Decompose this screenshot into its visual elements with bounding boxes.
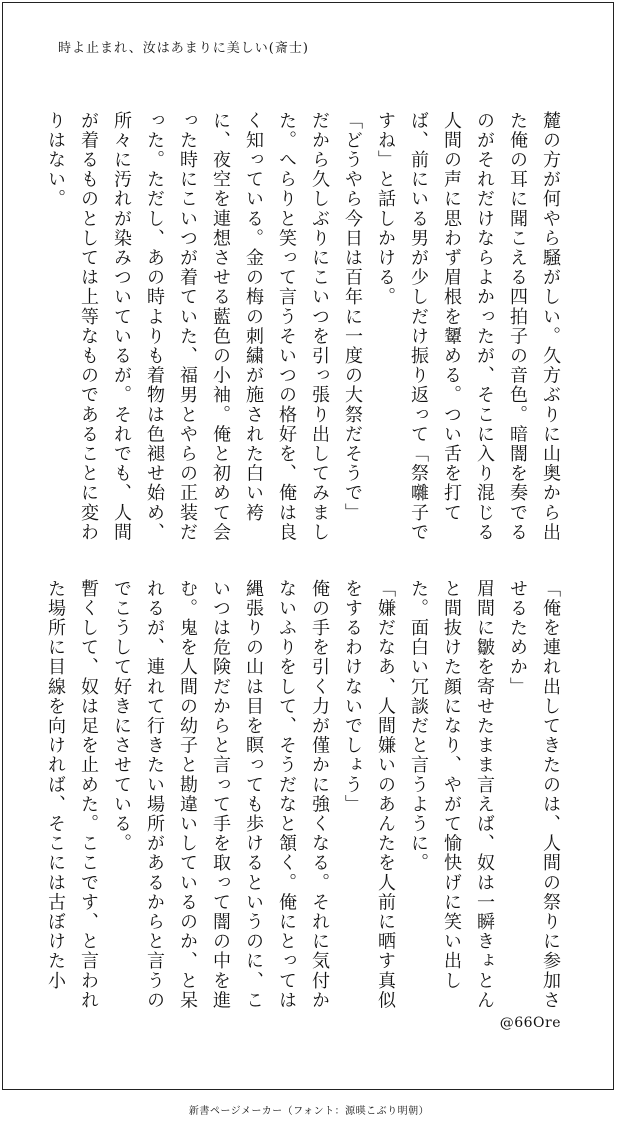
paragraph: だから久しぶりにこいつを引っ張り出してみました。へらりと笑って言うそいつの格好を、俺は良く知っている。金の梅の刺繍が施された白い袴に、夜空を連想させる藍色の小袖。俺と初めて会った時にこいつが着ていた、福男とやらの正装だった。ただし、あの時よりも着物は色褪せ始め、所々に汚れが染みついているが。それでも、人間が着るものとしては上等なものであることに変わりはない。 xyxy=(45,111,330,543)
author-handle: @66Ore xyxy=(499,1015,561,1031)
upper-text-block xyxy=(39,111,567,549)
paragraph: 「嫌だなあ、人間嫌いのあんたを人前に晒す真似をするわけないでしょう」 xyxy=(342,579,396,1011)
paragraph: 「俺を連れ出してきたのは、人間の祭りに参加させるためか」 xyxy=(507,579,561,1011)
lower-text-block xyxy=(39,579,567,1011)
page-frame xyxy=(2,2,614,1090)
footer-credit: 新書ページメーカー（フォント：源暎こぶり明朝） xyxy=(188,1106,430,1117)
page-title: 時よ止まれ、汝はあまりに美しい(斎士) xyxy=(58,41,309,56)
paragraph: 「どうやら今日は百年に一度の大祭だそうで」 xyxy=(342,111,363,523)
paragraph: 暫くして、奴は足を止めた。ここです、と言われた場所に目線を向ければ、そこには古ぼけた小 xyxy=(45,579,99,1011)
paragraph: 麓の方が何やら騒がしい。久方ぶりに山奥から出た俺の耳に聞こえる四拍子の音色。暗闇を奏でるのがそれだけならよかったが、そこに入り混じる人間の声に思わず眉根を顰める。つい舌を打てば、前にいる男が少しだけ振り返って「祭囃子ですね」と話しかける。 xyxy=(375,111,561,543)
paragraph: 俺の手を引く力が僅かに強くなる。それに気付かないふりをして、そうだなと頷く。俺にとっては縄張りの山は目を瞑っても歩けるというのに、こいつは危険だからと言って手を取って闇の中を進む。鬼を人間の幼子と勘違いしているのか、と呆れるが、連れて行きたい場所があるからと言うのでこうして好きにさせている。 xyxy=(111,579,330,1011)
paragraph: 眉間に皺を寄せたまま言えば、奴は一瞬きょとんと間抜けた顔になり、やがて愉快げに笑い出した。面白い冗談だと言うように。 xyxy=(408,579,495,1011)
